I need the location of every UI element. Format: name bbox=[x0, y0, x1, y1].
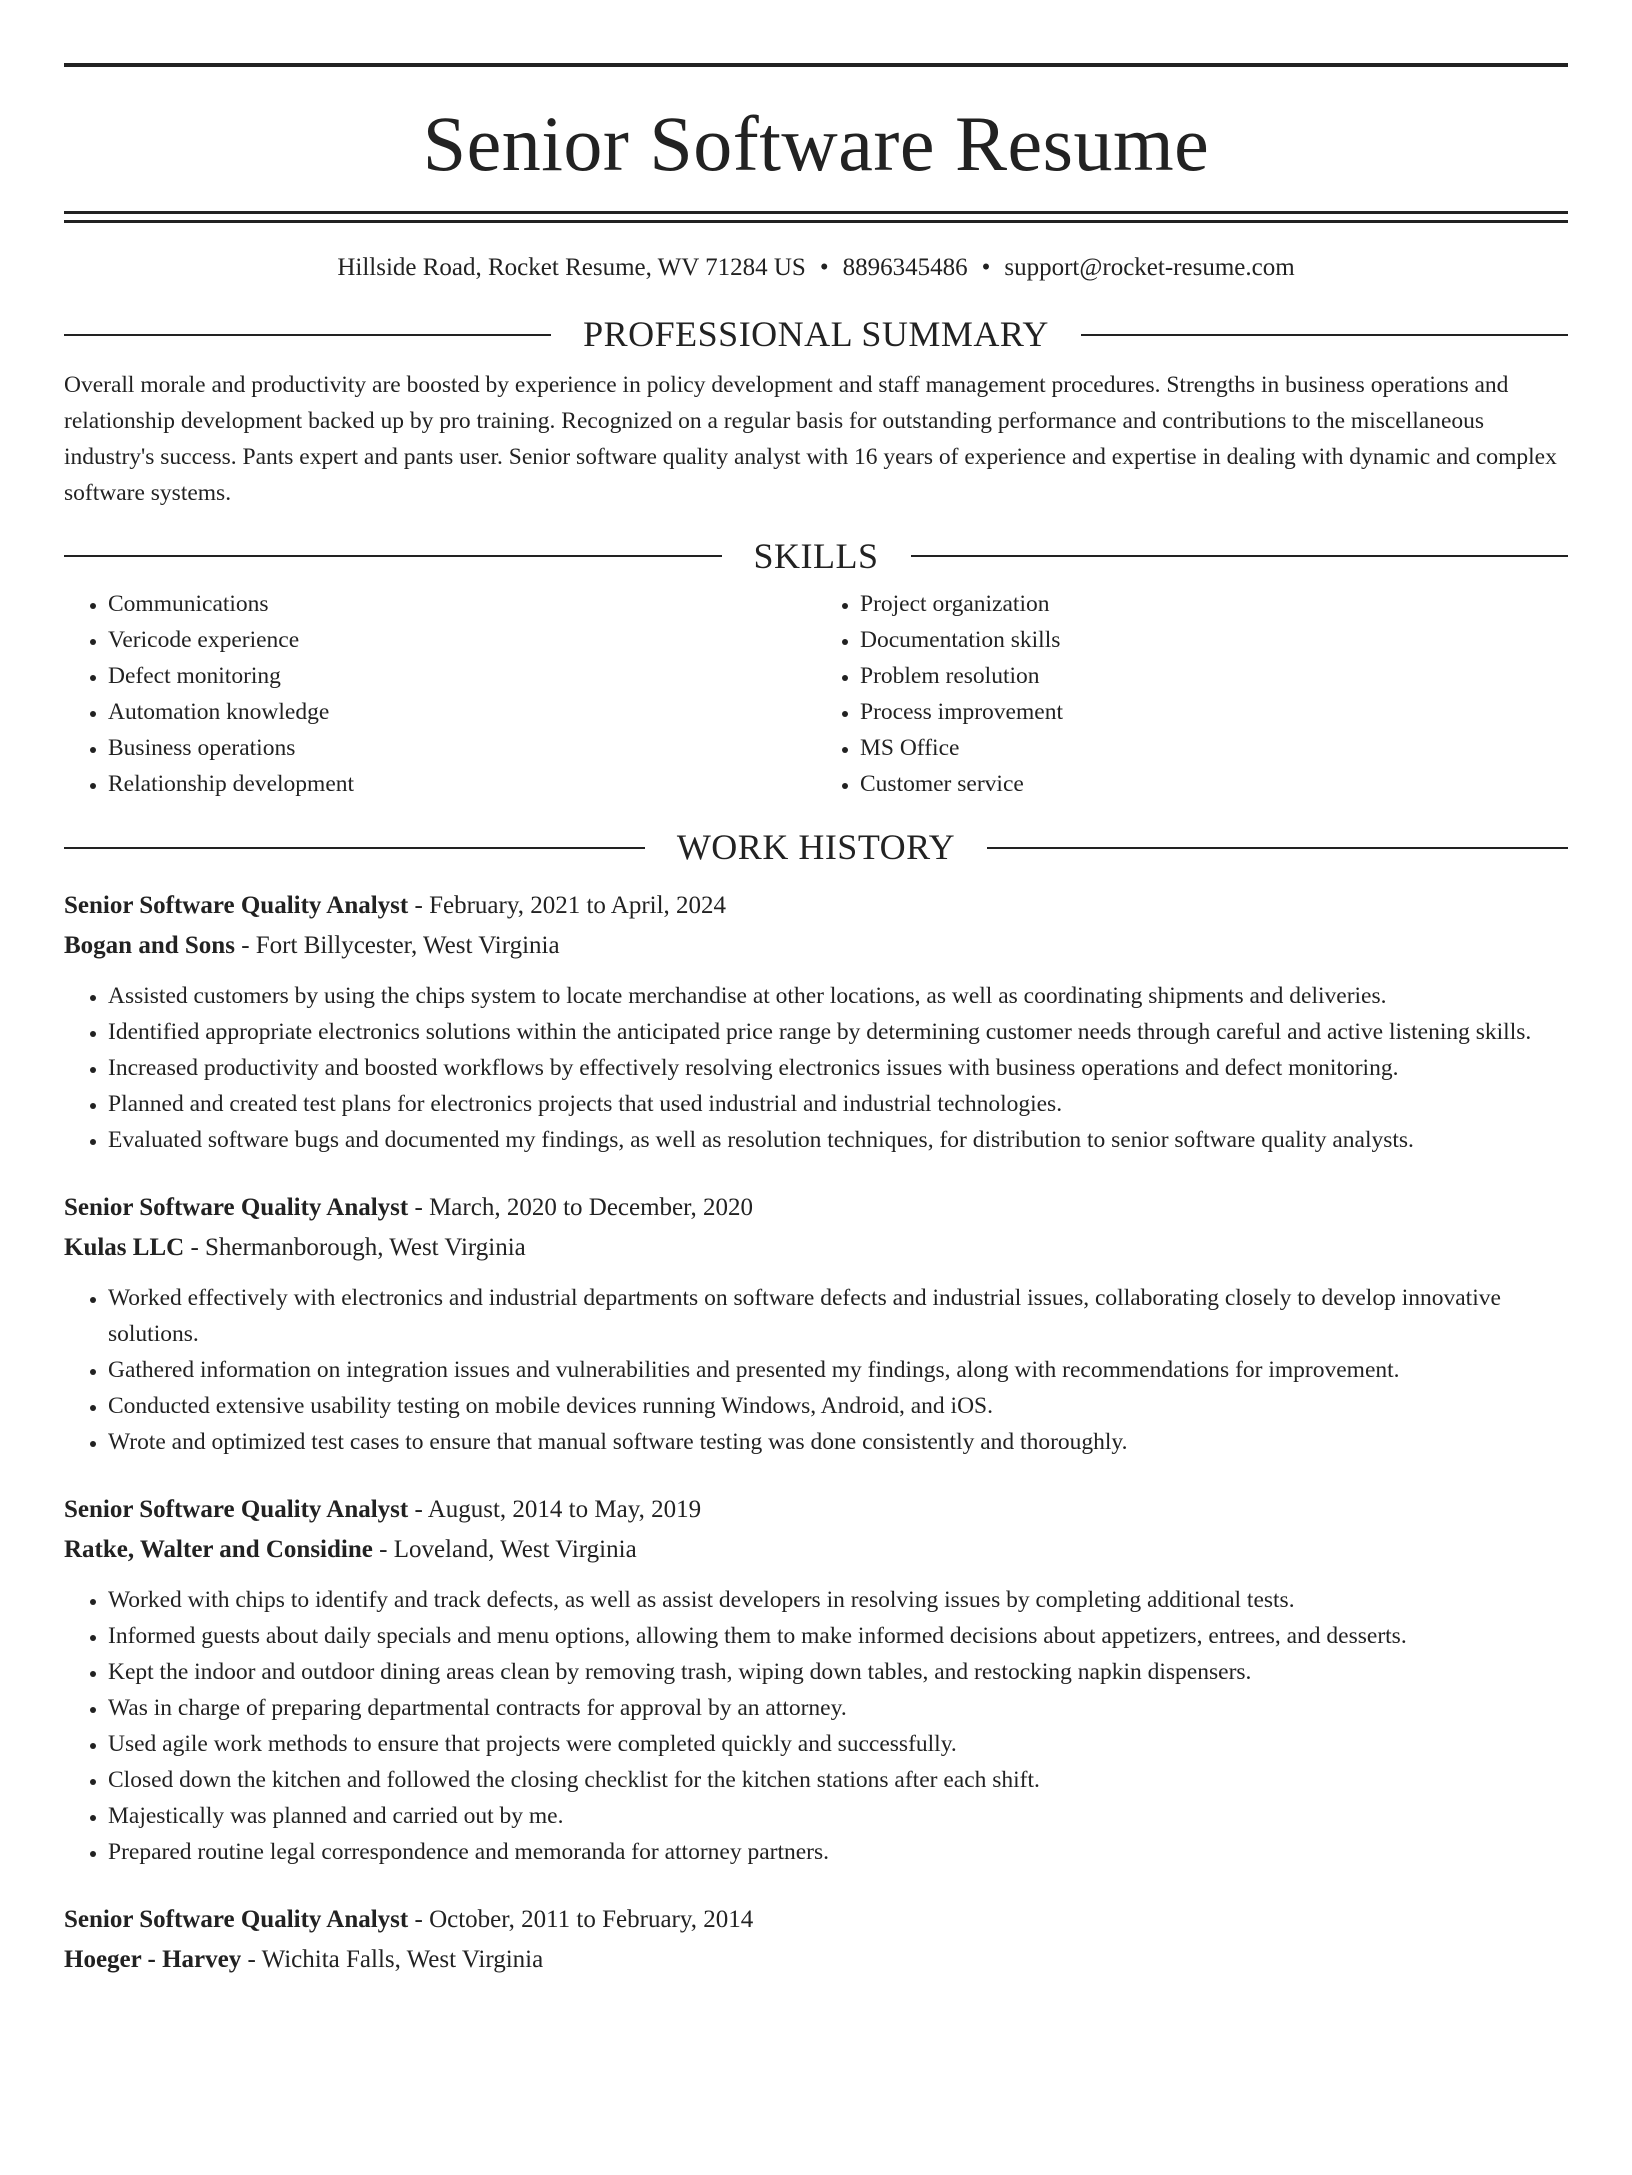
work-history-list bbox=[64, 886, 1568, 1980]
skill-item: • Problem resolution bbox=[860, 658, 1568, 694]
top-rule bbox=[64, 63, 1568, 67]
job-bullet: • Gathered information on integration issues and vulnerabilities and presented my findings, along with recommendations for improvement. bbox=[108, 1352, 1568, 1388]
job-entry bbox=[64, 1900, 1568, 1980]
job-title-line bbox=[64, 1490, 1568, 1530]
resume-page bbox=[0, 63, 1632, 2175]
summary-text: Overall morale and productivity are boosted by experience in policy development and staff management procedures. Strengths in business operations and relationship development backed up by pro training. Recognized on a regular basis for outstanding performance and contributions to the miscellaneous industry's success. Pants expert and pants user. Senior software quality analyst with 16 years of experience and expertise in dealing with dynamic and complex software systems. bbox=[64, 371, 1557, 506]
job-company-line bbox=[64, 926, 1568, 966]
contact-line bbox=[64, 253, 1568, 283]
skills-list bbox=[64, 586, 1568, 802]
skill-item: • Customer service bbox=[860, 766, 1568, 802]
dash-separator: - bbox=[408, 891, 430, 919]
job-bullets bbox=[64, 1582, 1568, 1870]
section-title: WORK HISTORY bbox=[676, 827, 956, 868]
contact-address: Hillside Road, Rocket Resume, WV 71284 US bbox=[337, 254, 806, 281]
job-title: Senior Software Quality Analyst bbox=[64, 1905, 409, 1933]
job-entry bbox=[64, 1490, 1568, 1870]
resume-title: Senior Software Resume bbox=[422, 100, 1210, 187]
skill-item: • Defect monitoring bbox=[108, 658, 816, 694]
title-double-rule bbox=[64, 211, 1568, 223]
job-title: Senior Software Quality Analyst bbox=[64, 891, 409, 919]
section-heading-work bbox=[64, 828, 1568, 868]
heading-rule-right bbox=[1081, 334, 1568, 336]
job-bullet: • Identified appropriate electronics solutions within the anticipated price range by determining customer needs through careful and active listening skills. bbox=[108, 1014, 1568, 1050]
skill-item: • MS Office bbox=[860, 730, 1568, 766]
job-title-line bbox=[64, 886, 1568, 926]
job-entry bbox=[64, 1188, 1568, 1460]
job-company: Bogan and Sons bbox=[64, 931, 235, 959]
heading-rule-right bbox=[911, 555, 1569, 557]
job-bullet: • Used agile work methods to ensure that projects were completed quickly and successfully. bbox=[108, 1726, 1568, 1762]
job-title: Senior Software Quality Analyst bbox=[64, 1495, 409, 1523]
skill-item: • Business operations bbox=[108, 730, 816, 766]
skills-column-right bbox=[816, 586, 1568, 802]
job-bullet: • Assisted customers by using the chips system to locate merchandise at other locations, as well as coordinating shipments and deliveries. bbox=[108, 978, 1568, 1014]
skill-item: • Automation knowledge bbox=[108, 694, 816, 730]
job-bullets bbox=[64, 1280, 1568, 1460]
job-title: Senior Software Quality Analyst bbox=[64, 1193, 409, 1221]
job-company: Hoeger - Harvey bbox=[64, 1945, 242, 1973]
dash-separator: - bbox=[234, 931, 256, 959]
job-company: Ratke, Walter and Considine bbox=[64, 1535, 373, 1563]
job-bullet: • Kept the indoor and outdoor dining areas clean by removing trash, wiping down tables, and restocking napkin dispensers. bbox=[108, 1654, 1568, 1690]
dash-separator: - bbox=[372, 1535, 394, 1563]
skill-item: • Process improvement bbox=[860, 694, 1568, 730]
section-title: PROFESSIONAL SUMMARY bbox=[583, 314, 1049, 354]
job-location: Wichita Falls, West Virginia bbox=[261, 1945, 544, 1973]
skill-item: • Documentation skills bbox=[860, 622, 1568, 658]
job-bullets bbox=[64, 978, 1568, 1158]
job-bullet: • Informed guests about daily specials and menu options, allowing them to make informed decisions about appetizers, entrees, and desserts. bbox=[108, 1618, 1568, 1654]
skills-column-left bbox=[64, 586, 816, 802]
job-location: Shermanborough, West Virginia bbox=[205, 1233, 526, 1261]
contact-separator: • bbox=[981, 254, 991, 281]
job-bullet: • Worked effectively with electronics and industrial departments on software defects and industrial issues, collaborating closely to develop innovative solutions. bbox=[108, 1280, 1568, 1352]
job-dates: August, 2014 to May, 2019 bbox=[427, 1495, 702, 1523]
job-bullet: • Evaluated software bugs and documented my findings, as well as resolution techniques, for distribution to senior software quality analysts. bbox=[108, 1122, 1568, 1158]
job-bullet: • Closed down the kitchen and followed the closing checklist for the kitchen stations after each shift. bbox=[108, 1762, 1568, 1798]
job-location: Loveland, West Virginia bbox=[393, 1535, 637, 1563]
job-bullet: • Was in charge of preparing departmental contracts for approval by an attorney. bbox=[108, 1690, 1568, 1726]
dash-separator: - bbox=[408, 1193, 430, 1221]
job-title-line bbox=[64, 1900, 1568, 1940]
skill-item: • Vericode experience bbox=[108, 622, 816, 658]
job-bullet: • Prepared routine legal correspondence and memoranda for attorney partners. bbox=[108, 1834, 1568, 1870]
job-title-line bbox=[64, 1188, 1568, 1228]
job-bullet: • Wrote and optimized test cases to ensure that manual software testing was done consistently and thoroughly. bbox=[108, 1424, 1568, 1460]
section-heading-skills bbox=[64, 537, 1568, 577]
job-dates: March, 2020 to December, 2020 bbox=[429, 1193, 753, 1221]
heading-rule-right bbox=[987, 847, 1568, 849]
contact-phone: 8896345486 bbox=[842, 254, 968, 281]
job-location: Fort Billycester, West Virginia bbox=[255, 931, 560, 959]
job-company-line bbox=[64, 1228, 1568, 1268]
section-title: SKILLS bbox=[753, 535, 879, 576]
contact-separator: • bbox=[819, 254, 829, 281]
skill-item: • Relationship development bbox=[108, 766, 816, 802]
job-company-line bbox=[64, 1530, 1568, 1570]
dash-separator: - bbox=[241, 1945, 262, 1973]
job-company-line bbox=[64, 1940, 1568, 1980]
job-bullet: • Conducted extensive usability testing on mobile devices running Windows, Android, and iOS. bbox=[108, 1388, 1568, 1424]
dash-separator: - bbox=[408, 1495, 428, 1523]
heading-rule-left bbox=[64, 847, 645, 849]
dash-separator: - bbox=[408, 1905, 430, 1933]
job-bullet: • Worked with chips to identify and track defects, as well as assist developers in resolving issues by completing additional tests. bbox=[108, 1582, 1568, 1618]
job-company: Kulas LLC bbox=[64, 1233, 185, 1261]
job-bullet: • Increased productivity and boosted workflows by effectively resolving electronics issues with business operations and defect monitoring. bbox=[108, 1050, 1568, 1086]
job-entry bbox=[64, 886, 1568, 1158]
job-bullet: • Planned and created test plans for electronics projects that used industrial and industrial technologies. bbox=[108, 1086, 1568, 1122]
dash-separator: - bbox=[184, 1233, 206, 1261]
job-bullet: • Majestically was planned and carried out by me. bbox=[108, 1798, 1568, 1834]
job-dates: February, 2021 to April, 2024 bbox=[429, 891, 727, 919]
job-dates: October, 2011 to February, 2014 bbox=[429, 1905, 754, 1933]
contact-email: support@rocket-resume.com bbox=[1004, 254, 1295, 281]
heading-rule-left bbox=[64, 334, 551, 336]
skill-item: • Communications bbox=[108, 586, 816, 622]
skill-item: • Project organization bbox=[860, 586, 1568, 622]
heading-rule-left bbox=[64, 555, 722, 557]
section-heading-summary bbox=[64, 315, 1568, 355]
